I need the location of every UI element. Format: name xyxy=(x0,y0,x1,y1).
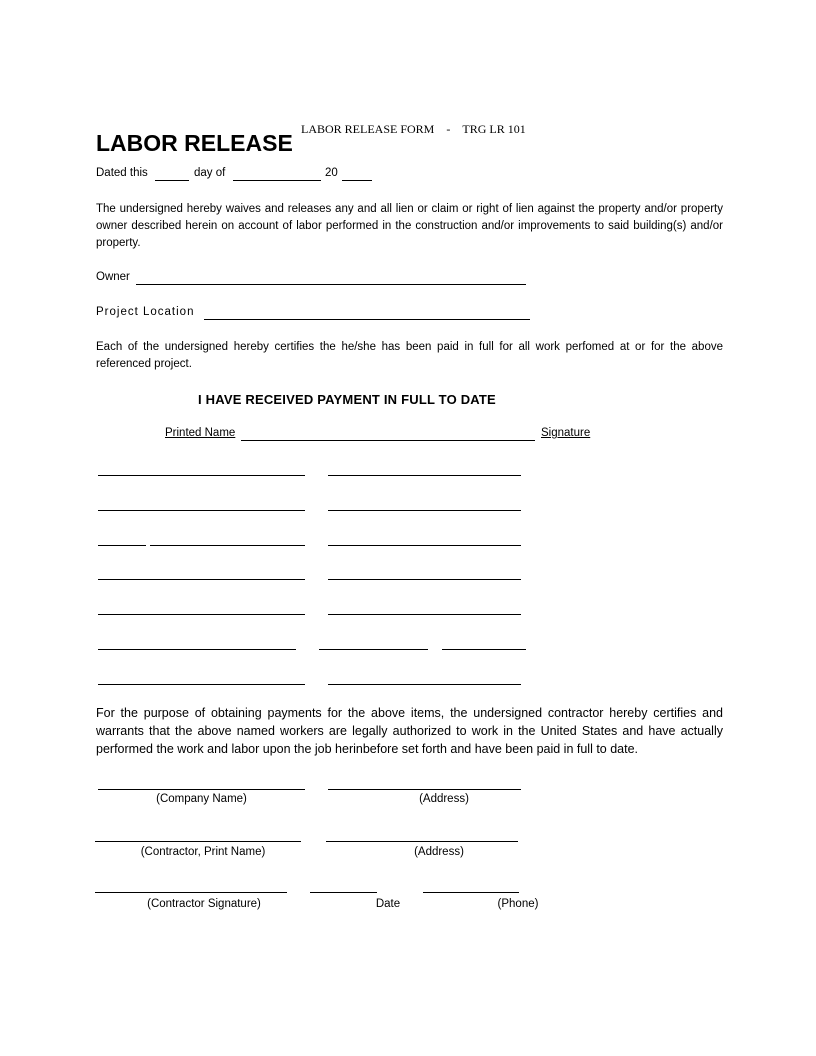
address-caption-1: (Address) xyxy=(419,793,469,805)
company-name-caption: (Company Name) xyxy=(156,793,247,805)
printed-name-field-6[interactable] xyxy=(98,649,296,650)
contractor-print-name-caption: (Contractor, Print Name) xyxy=(140,846,266,858)
contractor-signature-caption: (Contractor Signature) xyxy=(147,898,261,910)
signature-field-4[interactable] xyxy=(328,579,521,580)
signature-field-3[interactable] xyxy=(328,545,521,546)
date-field[interactable] xyxy=(310,892,377,893)
signature-field-7[interactable] xyxy=(328,684,521,685)
year-field[interactable] xyxy=(342,180,372,181)
address-field-1[interactable] xyxy=(328,789,521,790)
date-caption: Date xyxy=(375,898,401,910)
form-code: TRG LR 101 xyxy=(462,122,526,136)
signature-field-6b[interactable] xyxy=(442,649,526,650)
header-underline xyxy=(241,440,535,441)
printed-name-field-2[interactable] xyxy=(98,510,305,511)
waiver-paragraph: The undersigned hereby waives and releases any and all lien or claim or right of lien against the property and/or property owner described herein on account of labor performed in the construction and/or improvements to said building(s) and/or property. xyxy=(96,203,723,249)
signature-field-1[interactable] xyxy=(328,475,521,476)
signature-field-2[interactable] xyxy=(328,510,521,511)
day-field[interactable] xyxy=(155,180,189,181)
day-of-label: day of xyxy=(194,167,226,179)
year-prefix: 20 xyxy=(325,167,338,179)
contractor-print-name-field[interactable] xyxy=(95,841,301,842)
form-name: LABOR RELEASE FORM xyxy=(301,122,435,136)
page-title: LABOR RELEASE xyxy=(96,130,293,156)
address-field-2[interactable] xyxy=(326,841,518,842)
project-location-label: Project Location xyxy=(96,306,195,318)
contractor-signature-field[interactable] xyxy=(95,892,287,893)
project-location-field[interactable] xyxy=(204,319,530,320)
printed-name-field-7[interactable] xyxy=(98,684,305,685)
month-field[interactable] xyxy=(233,180,321,181)
header-separator: - xyxy=(446,122,451,136)
form-header xyxy=(295,107,526,137)
signature-field-5[interactable] xyxy=(328,614,521,615)
payment-heading: I HAVE RECEIVED PAYMENT IN FULL TO DATE xyxy=(198,392,496,407)
printed-name-field-3b[interactable] xyxy=(150,545,305,546)
contractor-paragraph: For the purpose of obtaining payments for the above items, the undersigned contractor hereby certifies and warrants that the above named workers are legally authorized to work in the United States and have actually performed the work and labor upon the job herinbefore set forth and have been paid in full to date. xyxy=(96,706,723,756)
printed-name-label: Printed Name xyxy=(165,427,236,439)
certify-paragraph: Each of the undersigned hereby certifies the he/she has been paid in full for all work perfomed at or for the above referenced project. xyxy=(96,341,723,370)
printed-name-field-4[interactable] xyxy=(98,579,305,580)
signature-label: Signature xyxy=(541,427,591,439)
printed-name-field-5[interactable] xyxy=(98,614,305,615)
dated-prefix: Dated this xyxy=(96,167,148,179)
owner-field[interactable] xyxy=(136,284,526,285)
company-name-field[interactable] xyxy=(98,789,305,790)
phone-field[interactable] xyxy=(423,892,519,893)
signature-field-6a[interactable] xyxy=(319,649,428,650)
phone-caption: (Phone) xyxy=(497,898,539,910)
printed-name-field-3a[interactable] xyxy=(98,545,146,546)
printed-name-field-1[interactable] xyxy=(98,475,305,476)
address-caption-2: (Address) xyxy=(414,846,464,858)
owner-label: Owner xyxy=(96,271,130,283)
